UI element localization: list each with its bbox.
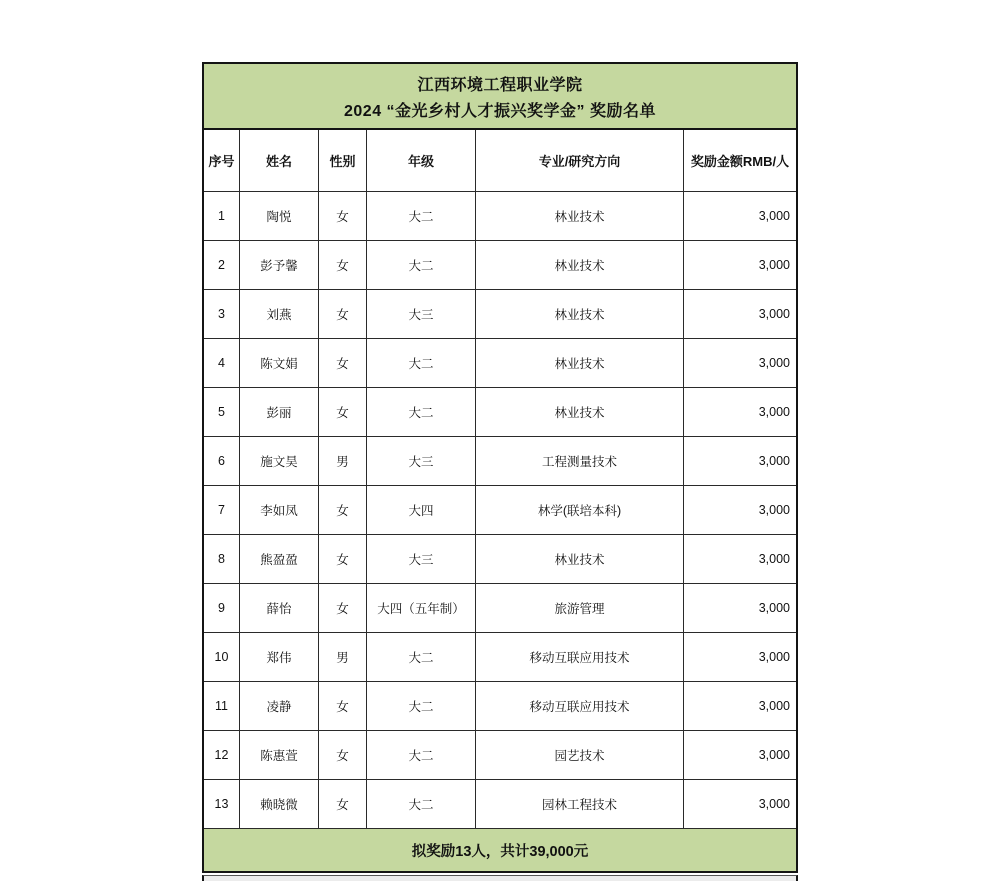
cell-major: 林业技术 bbox=[476, 535, 684, 584]
cell-grade: 大四（五年制） bbox=[367, 584, 476, 633]
cell-grade: 大三 bbox=[367, 437, 476, 486]
cell-gender: 女 bbox=[319, 290, 367, 339]
cell-name: 李如凤 bbox=[240, 486, 319, 535]
cell-no: 5 bbox=[204, 388, 240, 437]
cell-no: 6 bbox=[204, 437, 240, 486]
column-header-major: 专业/研究方向 bbox=[476, 130, 684, 192]
cell-name: 赖晓微 bbox=[240, 780, 319, 829]
cell-gender: 女 bbox=[319, 486, 367, 535]
cell-grade: 大四 bbox=[367, 486, 476, 535]
cell-name: 彭丽 bbox=[240, 388, 319, 437]
cell-gender: 女 bbox=[319, 535, 367, 584]
cell-gender: 男 bbox=[319, 633, 367, 682]
cell-no: 8 bbox=[204, 535, 240, 584]
award-list-table bbox=[202, 62, 798, 873]
cell-name: 陈文娟 bbox=[240, 339, 319, 388]
cell-grade: 大二 bbox=[367, 192, 476, 241]
table-row bbox=[204, 388, 796, 437]
table-row bbox=[204, 437, 796, 486]
cell-major: 移动互联应用技术 bbox=[476, 633, 684, 682]
cell-major: 园艺技术 bbox=[476, 731, 684, 780]
column-header-gender: 性别 bbox=[319, 130, 367, 192]
cell-no: 11 bbox=[204, 682, 240, 731]
cell-grade: 大三 bbox=[367, 290, 476, 339]
cell-grade: 大二 bbox=[367, 241, 476, 290]
cell-grade: 大二 bbox=[367, 731, 476, 780]
cell-no: 3 bbox=[204, 290, 240, 339]
cell-no: 4 bbox=[204, 339, 240, 388]
cell-no: 12 bbox=[204, 731, 240, 780]
cell-gender: 女 bbox=[319, 780, 367, 829]
cell-grade: 大二 bbox=[367, 780, 476, 829]
cell-amount: 3,000 bbox=[684, 388, 796, 437]
cell-name: 施文昊 bbox=[240, 437, 319, 486]
cell-major: 移动互联应用技术 bbox=[476, 682, 684, 731]
table-row bbox=[204, 682, 796, 731]
cell-major: 林业技术 bbox=[476, 388, 684, 437]
cell-name: 薛怡 bbox=[240, 584, 319, 633]
table-row bbox=[204, 241, 796, 290]
table-row bbox=[204, 290, 796, 339]
cell-no: 1 bbox=[204, 192, 240, 241]
column-header-no: 序号 bbox=[204, 130, 240, 192]
title-school-name: 江西环境工程职业学院 bbox=[417, 76, 583, 94]
cell-amount: 3,000 bbox=[684, 192, 796, 241]
cell-amount: 3,000 bbox=[684, 290, 796, 339]
table-body bbox=[204, 192, 796, 829]
cell-name: 郑伟 bbox=[240, 633, 319, 682]
cell-amount: 3,000 bbox=[684, 682, 796, 731]
cell-no: 7 bbox=[204, 486, 240, 535]
table-row bbox=[204, 339, 796, 388]
cell-major: 园林工程技术 bbox=[476, 780, 684, 829]
cell-amount: 3,000 bbox=[684, 241, 796, 290]
title-scholarship-name: 2024 “金光乡村人才振兴奖学金” 奖励名单 bbox=[344, 102, 656, 120]
cell-major: 旅游管理 bbox=[476, 584, 684, 633]
cell-grade: 大二 bbox=[367, 388, 476, 437]
cell-gender: 女 bbox=[319, 241, 367, 290]
cell-no: 2 bbox=[204, 241, 240, 290]
cell-gender: 女 bbox=[319, 584, 367, 633]
table-header-row bbox=[204, 130, 796, 192]
cell-gender: 女 bbox=[319, 682, 367, 731]
cell-major: 林业技术 bbox=[476, 290, 684, 339]
summary-row bbox=[204, 829, 796, 871]
table-row bbox=[204, 780, 796, 829]
summary-text: 拟奖励13人，共计39,000元 bbox=[411, 843, 589, 860]
cell-amount: 3,000 bbox=[684, 633, 796, 682]
cell-major: 林业技术 bbox=[476, 192, 684, 241]
cell-gender: 女 bbox=[319, 192, 367, 241]
cell-no: 10 bbox=[204, 633, 240, 682]
cell-amount: 3,000 bbox=[684, 584, 796, 633]
cell-grade: 大三 bbox=[367, 535, 476, 584]
table-row bbox=[204, 192, 796, 241]
cell-gender: 女 bbox=[319, 339, 367, 388]
cell-amount: 3,000 bbox=[684, 731, 796, 780]
cell-amount: 3,000 bbox=[684, 780, 796, 829]
table-title bbox=[204, 64, 796, 130]
cell-name: 彭予馨 bbox=[240, 241, 319, 290]
cell-name: 刘燕 bbox=[240, 290, 319, 339]
cell-gender: 女 bbox=[319, 731, 367, 780]
table-row bbox=[204, 486, 796, 535]
cell-name: 凌静 bbox=[240, 682, 319, 731]
column-header-grade: 年级 bbox=[367, 130, 476, 192]
cell-name: 陈惠萱 bbox=[240, 731, 319, 780]
cell-amount: 3,000 bbox=[684, 535, 796, 584]
cell-grade: 大二 bbox=[367, 682, 476, 731]
column-header-amount: 奖励金额RMB/人 bbox=[684, 130, 796, 192]
cell-major: 工程测量技术 bbox=[476, 437, 684, 486]
cell-name: 陶悦 bbox=[240, 192, 319, 241]
cell-major: 林业技术 bbox=[476, 241, 684, 290]
cell-gender: 女 bbox=[319, 388, 367, 437]
table-row bbox=[204, 633, 796, 682]
cell-amount: 3,000 bbox=[684, 339, 796, 388]
cell-amount: 3,000 bbox=[684, 437, 796, 486]
cell-major: 林学(联培本科) bbox=[476, 486, 684, 535]
cell-grade: 大二 bbox=[367, 633, 476, 682]
cell-name: 熊盈盈 bbox=[240, 535, 319, 584]
cell-gender: 男 bbox=[319, 437, 367, 486]
cell-amount: 3,000 bbox=[684, 486, 796, 535]
table-row bbox=[204, 584, 796, 633]
cell-grade: 大二 bbox=[367, 339, 476, 388]
cell-major: 林业技术 bbox=[476, 339, 684, 388]
table-row bbox=[204, 535, 796, 584]
table-row bbox=[204, 731, 796, 780]
next-row-partial bbox=[202, 875, 798, 881]
column-header-name: 姓名 bbox=[240, 130, 319, 192]
cell-no: 13 bbox=[204, 780, 240, 829]
cell-no: 9 bbox=[204, 584, 240, 633]
